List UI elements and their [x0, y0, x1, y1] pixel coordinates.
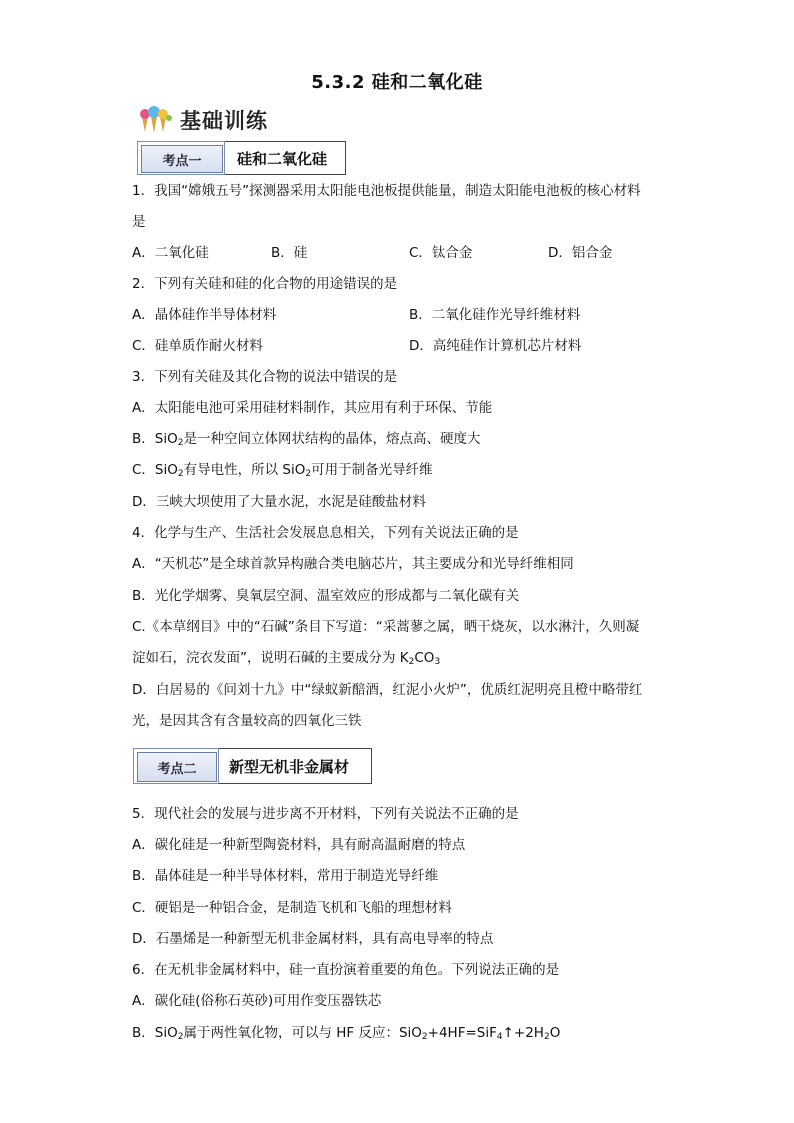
q5-option-d: D．石墨烯是一种新型无机非金属材料，具有高电导率的特点: [132, 931, 494, 947]
q2-option-b: B．二氧化硅作光导纤维材料: [409, 307, 581, 323]
section-title: 基础训练: [180, 108, 268, 133]
ice-cream-icon: [136, 105, 178, 135]
kp1-tag: 考点一: [141, 145, 223, 173]
q1-option-c: C．钛合金: [409, 245, 473, 261]
section-banner: [136, 103, 268, 137]
q4-option-c-line2: 淀如石，浣衣发面”，说明石碱的主要成分为 $K_2CO_3$: [132, 650, 441, 667]
q1-option-b: B．硅: [271, 245, 308, 261]
q5-option-b: B．晶体硅是一种半导体材料，常用于制造光导纤维: [132, 868, 439, 884]
knowledge-point-2: [133, 748, 372, 784]
q4-option-b: B．光化学烟雾、臭氧层空洞、温室效应的形成都与二氧化碳有关: [132, 588, 520, 604]
q1-option-d: D．铝合金: [548, 245, 613, 261]
q6-option-a: A．碳化硅(俗称石英砂)可用作变压器铁芯: [132, 993, 382, 1009]
q4-stem: 4．化学与生产、生活社会发展息息相关，下列有关说法正确的是: [132, 525, 519, 541]
q2-option-d: D．高纯硅作计算机芯片材料: [409, 338, 582, 354]
q6-option-b: B．SiO$_2$属于两性氧化物，可以与 HF 反应：$SiO_2+4HF=SiF_4↑+2H_2O$: [132, 1025, 561, 1042]
kp2-label: 新型无机非金属材: [219, 748, 372, 784]
kp1-label: 硅和二氧化硅: [225, 141, 346, 175]
q4-option-a: A．“天机芯”是全球首款异构融合类电脑芯片，其主要成分和光导纤维相同: [132, 556, 574, 572]
q4-option-c-line1: C.《本草纲目》中的“石碱”条目下写道：“采蒿蓼之属，晒干烧灰，以水淋汁，久则凝: [132, 619, 640, 635]
q2-option-a: A．晶体硅作半导体材料: [132, 307, 277, 323]
q6-stem: 6．在无机非金属材料中，硅一直扮演着重要的角色。下列说法正确的是: [132, 962, 560, 978]
q5-stem: 5．现代社会的发展与进步离不开材料，下列有关说法不正确的是: [132, 806, 519, 822]
q5-option-c: C．硬铝是一种铝合金，是制造飞机和飞船的理想材料: [132, 900, 452, 916]
q4-option-d-line2: 光，是因其含有含量较高的四氧化三铁: [132, 713, 362, 729]
page-title: 5.3.2 硅和二氧化硅: [311, 72, 483, 93]
knowledge-point-1: [137, 141, 346, 175]
q3-option-c: C．SiO$_2$有导电性，所以 SiO$_2$可用于制备光导纤维: [132, 462, 433, 479]
q1-option-a: A．二氧化硅: [132, 245, 209, 261]
q4-option-d-line1: D．白居易的《问刘十九》中“绿蚁新醅酒，红泥小火炉”，优质红泥明亮且橙中略带红: [132, 682, 643, 698]
q1-stem-cont: 是: [132, 214, 146, 230]
q2-stem: 2．下列有关硅和硅的化合物的用途错误的是: [132, 276, 398, 292]
q5-option-a: A．碳化硅是一种新型陶瓷材料，具有耐高温耐磨的特点: [132, 837, 466, 853]
q3-stem: 3．下列有关硅及其化合物的说法中错误的是: [132, 369, 398, 385]
q3-option-d: D．三峡大坝使用了大量水泥，水泥是硅酸盐材料: [132, 494, 426, 510]
q3-option-a: A．太阳能电池可采用硅材料制作，其应用有利于环保、节能: [132, 400, 493, 416]
q3-option-b: B．SiO$_2$是一种空间立体网状结构的晶体，熔点高、硬度大: [132, 431, 481, 448]
q2-option-c: C．硅单质作耐火材料: [132, 338, 263, 354]
q1-stem: 1．我国“嫦娥五号”探测器采用太阳能电池板提供能量，制造太阳能电池板的核心材料: [132, 183, 641, 199]
kp2-tag: 考点二: [137, 752, 217, 782]
